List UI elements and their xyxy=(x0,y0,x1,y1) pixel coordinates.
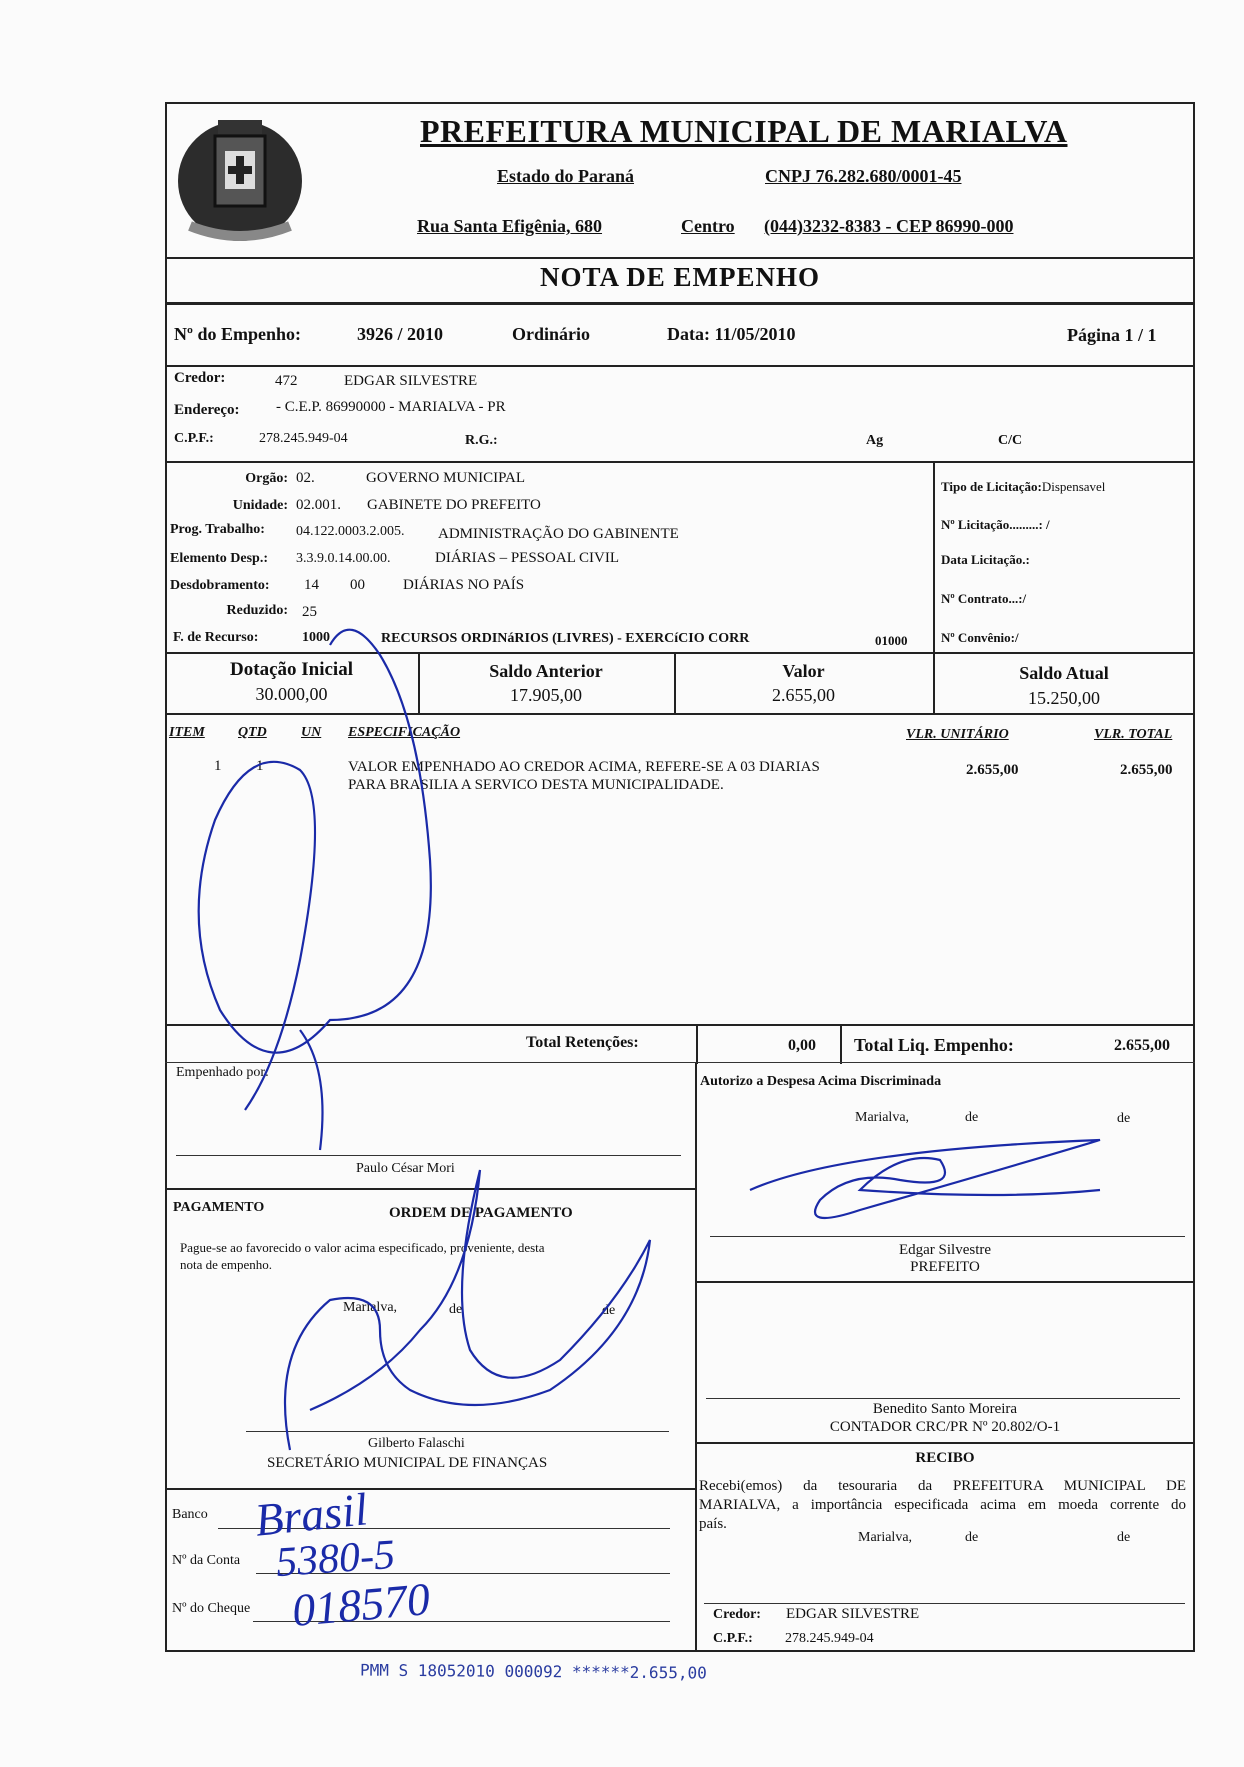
document-title: NOTA DE EMPENHO xyxy=(539,262,821,292)
rec-credor-value: EDGAR SILVESTRE xyxy=(786,1606,920,1622)
endereco-value: - C.E.P. 86990000 - MARIALVA - PR xyxy=(276,399,506,415)
contador-nome: Benedito Santo Moreira xyxy=(872,1401,1018,1417)
unidade-code: 02.001. xyxy=(296,497,341,513)
header-state: Estado do Paraná xyxy=(497,166,635,186)
mechanical-stamp: PMM S 18052010 000092 ******2.655,00 xyxy=(359,1660,707,1683)
licitacao-numero: Nº Licitação.........: / xyxy=(941,517,1050,532)
col-spec: ESPECIFICAÇÃO xyxy=(348,725,461,740)
conta-label: Nº da Conta xyxy=(172,1553,241,1568)
secretario-nome: Gilberto Falaschi xyxy=(368,1436,465,1451)
ordem-pagamento-label: ORDEM DE PAGAMENTO xyxy=(389,1205,573,1221)
empenhado-nome: Paulo César Mori xyxy=(356,1161,455,1176)
secretario-cargo: SECRETÁRIO MUNICIPAL DE FINANÇAS xyxy=(267,1455,548,1471)
recurso-number: 01000 xyxy=(875,633,908,648)
ag-label: Ag xyxy=(866,433,884,448)
licitacao-tipo-label-text: Tipo de Licitação: xyxy=(941,479,1042,494)
credor-name: EDGAR SILVESTRE xyxy=(344,373,478,389)
total-liq-value: 2.655,00 xyxy=(1114,1037,1170,1054)
item-unit-value: 2.655,00 xyxy=(966,762,1019,778)
elemento-code: 3.3.9.0.14.00.00. xyxy=(296,551,391,566)
prefeito-cargo: PREFEITO xyxy=(910,1259,980,1275)
banco-label: Banco xyxy=(172,1507,208,1522)
pag-marialva: Marialva, xyxy=(343,1300,398,1315)
elemento-label: Elemento Desp.: xyxy=(170,551,268,566)
licitacao-data: Data Licitação.: xyxy=(941,552,1030,567)
pag-de2: de xyxy=(602,1303,616,1318)
aut-marialva: Marialva, xyxy=(855,1110,910,1125)
empenho-type: Ordinário xyxy=(512,324,591,344)
item-spec-line2: PARA BRASILIA A SERVICO DESTA MUNICIPALIDADE. xyxy=(348,777,724,793)
rec-marialva: Marialva, xyxy=(858,1530,913,1545)
col-un: UN xyxy=(301,725,322,740)
pague-line1: Pague-se ao favorecido o valor acima especificado, proveniente, desta xyxy=(180,1240,545,1255)
unidade-label: Unidade: xyxy=(232,498,288,513)
item-qtd: 1 xyxy=(256,758,264,774)
saldo-atual-label: Saldo Atual xyxy=(1019,663,1109,683)
rg-label: R.G.: xyxy=(465,433,498,448)
prog-label: Prog. Trabalho: xyxy=(170,522,265,537)
aut-de1: de xyxy=(965,1110,979,1125)
total-retencoes-label: Total Retenções: xyxy=(526,1034,639,1051)
dotacao-label: Dotação Inicial xyxy=(230,659,353,680)
recurso-code: 1000 xyxy=(302,630,330,645)
recibo-line3: país. xyxy=(699,1516,727,1532)
credor-code: 472 xyxy=(275,373,298,389)
cc-label: C/C xyxy=(998,433,1023,448)
header-district: Centro xyxy=(681,216,735,236)
handwritten-banco: Brasil xyxy=(252,1483,370,1546)
reduzido-value: 25 xyxy=(302,604,317,620)
desdob-label: Desdobramento: xyxy=(170,578,270,593)
cpf-label: C.P.F.: xyxy=(174,431,214,446)
unidade-name: GABINETE DO PREFEITO xyxy=(367,497,541,513)
dotacao-value: 30.000,00 xyxy=(255,684,328,704)
rec-credor-label: Credor: xyxy=(713,1607,761,1622)
recibo-title: RECIBO xyxy=(915,1450,975,1466)
recibo-line1: Recebi(emos) da tesouraria da PREFEITURA MUNICIPAL DE xyxy=(699,1478,1186,1494)
prog-name: ADMINISTRAÇÃO DO GABINENTE xyxy=(438,526,679,542)
desdob-a: 14 xyxy=(304,577,319,593)
item-number: 1 xyxy=(214,758,222,774)
pag-de1: de xyxy=(449,1302,463,1317)
saldo-atual-value: 15.250,00 xyxy=(1028,688,1100,708)
contador-cargo: CONTADOR CRC/PR Nº 20.802/O-1 xyxy=(829,1419,1061,1435)
rec-de1: de xyxy=(965,1530,979,1545)
total-retencoes-value: 0,00 xyxy=(788,1037,816,1054)
empenho-number: 3926 / 2010 xyxy=(357,324,444,344)
aut-de2: de xyxy=(1117,1111,1131,1126)
col-item: ITEM xyxy=(169,725,205,740)
elemento-name: DIÁRIAS – PESSOAL CIVIL xyxy=(435,550,620,566)
rec-cpf-label: C.P.F.: xyxy=(713,1631,753,1646)
header-phone-cep: (044)3232-8383 - CEP 86990-000 xyxy=(764,216,1014,236)
credor-label: Credor: xyxy=(174,370,226,386)
handwritten-cheque: 018570 xyxy=(290,1573,432,1636)
recurso-name: RECURSOS ORDINáRIOS (LIVRES) - EXERCíCIO CORR xyxy=(381,631,750,646)
prefeito-nome: Edgar Silvestre xyxy=(898,1242,992,1258)
total-liq-label: Total Liq. Empenho: xyxy=(854,1035,1014,1055)
empenho-date: Data: 11/05/2010 xyxy=(667,324,796,344)
header-street: Rua Santa Efigênia, 680 xyxy=(417,216,603,236)
desdob-b: 00 xyxy=(350,577,365,593)
item-total-value: 2.655,00 xyxy=(1120,762,1173,778)
empenhado-por-label: Empenhado por: xyxy=(176,1065,269,1080)
orgao-label: Orgão: xyxy=(245,471,288,486)
valor-value: 2.655,00 xyxy=(772,685,835,705)
licitacao-convenio: Nº Convênio:/ xyxy=(941,630,1019,645)
handwritten-conta: 5380-5 xyxy=(274,1531,397,1587)
licitacao-tipo-label xyxy=(941,479,1105,495)
col-qtd: QTD xyxy=(238,725,267,740)
cheque-label: Nº do Cheque xyxy=(172,1601,251,1616)
item-spec-line1: VALOR EMPENHADO AO CREDOR ACIMA, REFERE-SE A 03 DIARIAS xyxy=(348,759,820,775)
orgao-code: 02. xyxy=(296,470,315,486)
rec-cpf-value: 278.245.949-04 xyxy=(785,1631,874,1646)
autorizo-label: Autorizo a Despesa Acima Discriminada xyxy=(700,1074,942,1089)
col-total: VLR. TOTAL xyxy=(1094,727,1173,742)
reduzido-label: Reduzido: xyxy=(226,603,288,618)
saldo-anterior-value: 17.905,00 xyxy=(510,685,582,705)
prog-code: 04.122.0003.2.005. xyxy=(296,524,405,539)
pague-line2: nota de empenho. xyxy=(180,1257,273,1272)
coat-of-arms-logo xyxy=(170,106,310,251)
valor-label: Valor xyxy=(782,661,825,681)
pagamento-label: PAGAMENTO xyxy=(173,1200,265,1215)
desdob-name: DIÁRIAS NO PAÍS xyxy=(403,577,525,593)
header-cnpj: CNPJ 76.282.680/0001-45 xyxy=(765,166,962,186)
licitacao-contrato: Nº Contrato...:/ xyxy=(941,591,1027,606)
empenho-number-label: Nº do Empenho: xyxy=(174,324,301,344)
saldo-anterior-label: Saldo Anterior xyxy=(489,661,603,681)
header-title: PREFEITURA MUNICIPAL DE MARIALVA xyxy=(420,113,1068,149)
licitacao-tipo-value: Dispensavel xyxy=(1041,479,1106,494)
recibo-line2: MARIALVA, a importância especificada acima em moeda corrente do xyxy=(699,1497,1186,1513)
recurso-label: F. de Recurso: xyxy=(173,630,259,645)
rec-de2: de xyxy=(1117,1530,1131,1545)
empenho-page: Página 1 / 1 xyxy=(1067,325,1157,345)
cpf-value: 278.245.949-04 xyxy=(259,431,348,446)
endereco-label: Endereço: xyxy=(174,402,240,418)
orgao-name: GOVERNO MUNICIPAL xyxy=(366,470,526,486)
col-unit: VLR. UNITÁRIO xyxy=(906,727,1009,742)
